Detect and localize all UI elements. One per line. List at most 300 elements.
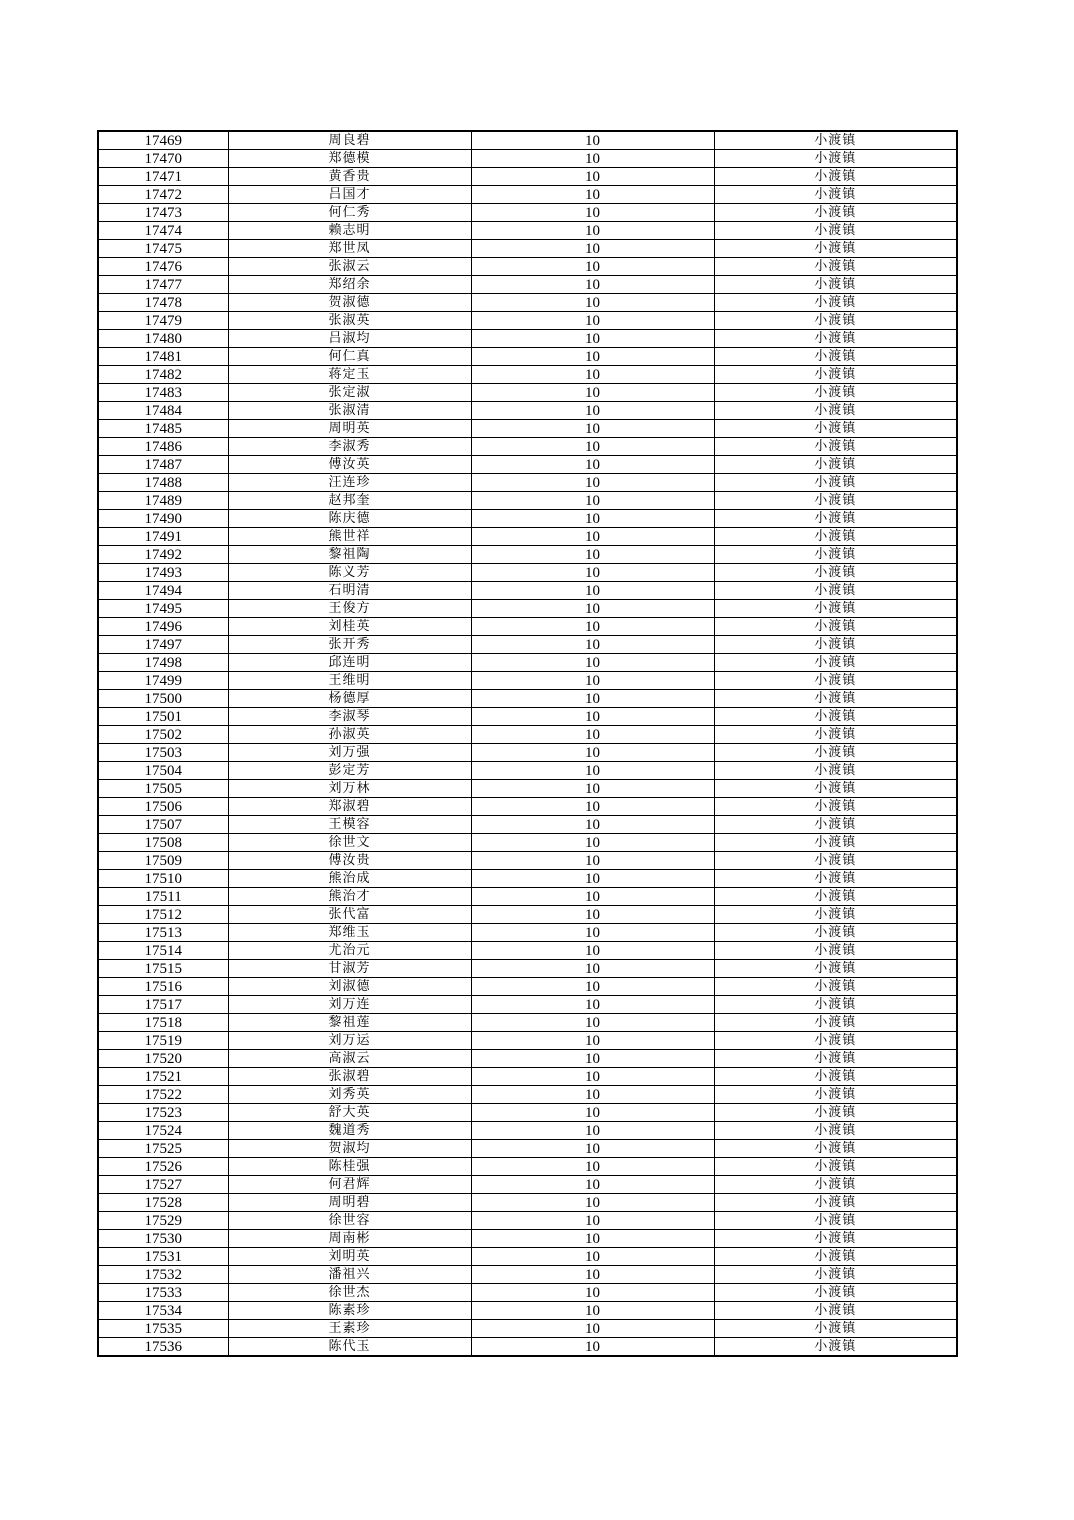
record-number-cell: 17527 — [98, 1176, 228, 1194]
table-row — [98, 618, 957, 636]
person-name-cell: 王素珍 — [228, 1320, 471, 1338]
person-name-cell: 傅汝贵 — [228, 852, 471, 870]
table-row — [98, 888, 957, 906]
table-row — [98, 744, 957, 762]
person-name-cell: 王维明 — [228, 672, 471, 690]
town-cell: 小渡镇 — [714, 888, 957, 906]
person-name-cell: 刘万运 — [228, 1032, 471, 1050]
table-row — [98, 978, 957, 996]
town-cell: 小渡镇 — [714, 258, 957, 276]
person-name-cell: 黎祖莲 — [228, 1014, 471, 1032]
amount-cell: 10 — [471, 402, 714, 420]
record-number-cell: 17471 — [98, 168, 228, 186]
town-cell: 小渡镇 — [714, 456, 957, 474]
person-name-cell: 赵邦奎 — [228, 492, 471, 510]
amount-cell: 10 — [471, 744, 714, 762]
record-number-cell: 17519 — [98, 1032, 228, 1050]
town-cell: 小渡镇 — [714, 708, 957, 726]
town-cell: 小渡镇 — [714, 1176, 957, 1194]
town-cell: 小渡镇 — [714, 1212, 957, 1230]
town-cell: 小渡镇 — [714, 1194, 957, 1212]
table-row — [98, 1284, 957, 1302]
amount-cell: 10 — [471, 510, 714, 528]
town-cell: 小渡镇 — [714, 330, 957, 348]
town-cell: 小渡镇 — [714, 762, 957, 780]
record-number-cell: 17478 — [98, 294, 228, 312]
person-name-cell: 张淑清 — [228, 402, 471, 420]
amount-cell: 10 — [471, 1104, 714, 1122]
amount-cell: 10 — [471, 888, 714, 906]
town-cell: 小渡镇 — [714, 1140, 957, 1158]
table-row — [98, 1032, 957, 1050]
town-cell: 小渡镇 — [714, 600, 957, 618]
town-cell: 小渡镇 — [714, 636, 957, 654]
person-name-cell: 何仁秀 — [228, 204, 471, 222]
table-row — [98, 564, 957, 582]
amount-cell: 10 — [471, 1230, 714, 1248]
town-cell: 小渡镇 — [714, 294, 957, 312]
record-number-cell: 17498 — [98, 654, 228, 672]
table-row — [98, 456, 957, 474]
table-row — [98, 780, 957, 798]
table-row — [98, 834, 957, 852]
table-row — [98, 582, 957, 600]
person-name-cell: 李淑琴 — [228, 708, 471, 726]
record-number-cell: 17497 — [98, 636, 228, 654]
table-row — [98, 1158, 957, 1176]
town-cell: 小渡镇 — [714, 852, 957, 870]
amount-cell: 10 — [471, 708, 714, 726]
table-row — [98, 1338, 957, 1357]
record-number-cell: 17492 — [98, 546, 228, 564]
amount-cell: 10 — [471, 1122, 714, 1140]
town-cell: 小渡镇 — [714, 168, 957, 186]
record-number-cell: 17485 — [98, 420, 228, 438]
amount-cell: 10 — [471, 996, 714, 1014]
person-name-cell: 孙淑英 — [228, 726, 471, 744]
amount-cell: 10 — [471, 906, 714, 924]
record-number-cell: 17480 — [98, 330, 228, 348]
record-number-cell: 17486 — [98, 438, 228, 456]
table-row — [98, 816, 957, 834]
person-name-cell: 张淑碧 — [228, 1068, 471, 1086]
record-number-cell: 17531 — [98, 1248, 228, 1266]
person-name-cell: 尤治元 — [228, 942, 471, 960]
table-row — [98, 546, 957, 564]
town-cell: 小渡镇 — [714, 564, 957, 582]
amount-cell: 10 — [471, 456, 714, 474]
person-name-cell: 刘淑德 — [228, 978, 471, 996]
record-number-cell: 17507 — [98, 816, 228, 834]
record-number-cell: 17512 — [98, 906, 228, 924]
person-name-cell: 熊治成 — [228, 870, 471, 888]
record-number-cell: 17479 — [98, 312, 228, 330]
amount-cell: 10 — [471, 1068, 714, 1086]
table-row — [98, 1266, 957, 1284]
table-row — [98, 1104, 957, 1122]
person-name-cell: 潘祖兴 — [228, 1266, 471, 1284]
record-number-cell: 17520 — [98, 1050, 228, 1068]
town-cell: 小渡镇 — [714, 1266, 957, 1284]
amount-cell: 10 — [471, 330, 714, 348]
town-cell: 小渡镇 — [714, 240, 957, 258]
amount-cell: 10 — [471, 1266, 714, 1284]
record-number-cell: 17535 — [98, 1320, 228, 1338]
record-number-cell: 17473 — [98, 204, 228, 222]
table-row — [98, 131, 957, 150]
person-name-cell: 郑世凤 — [228, 240, 471, 258]
record-number-cell: 17488 — [98, 474, 228, 492]
person-name-cell: 邱连明 — [228, 654, 471, 672]
town-cell: 小渡镇 — [714, 1302, 957, 1320]
table-row — [98, 924, 957, 942]
person-name-cell: 舒大英 — [228, 1104, 471, 1122]
table-row — [98, 708, 957, 726]
person-name-cell: 陈庆德 — [228, 510, 471, 528]
table-row — [98, 294, 957, 312]
table-row — [98, 672, 957, 690]
table-row — [98, 240, 957, 258]
person-name-cell: 郑德模 — [228, 150, 471, 168]
amount-cell: 10 — [471, 978, 714, 996]
person-name-cell: 刘万林 — [228, 780, 471, 798]
person-name-cell: 陈素珍 — [228, 1302, 471, 1320]
table-row — [98, 1086, 957, 1104]
person-name-cell: 吕淑均 — [228, 330, 471, 348]
amount-cell: 10 — [471, 276, 714, 294]
amount-cell: 10 — [471, 546, 714, 564]
person-name-cell: 刘桂英 — [228, 618, 471, 636]
amount-cell: 10 — [471, 1212, 714, 1230]
person-name-cell: 熊世祥 — [228, 528, 471, 546]
table-row — [98, 528, 957, 546]
table-row — [98, 654, 957, 672]
person-name-cell: 徐世杰 — [228, 1284, 471, 1302]
town-cell: 小渡镇 — [714, 906, 957, 924]
table-row — [98, 870, 957, 888]
town-cell: 小渡镇 — [714, 528, 957, 546]
amount-cell: 10 — [471, 816, 714, 834]
person-name-cell: 彭定芳 — [228, 762, 471, 780]
table-row — [98, 690, 957, 708]
person-name-cell: 何君辉 — [228, 1176, 471, 1194]
amount-cell: 10 — [471, 222, 714, 240]
town-cell: 小渡镇 — [714, 726, 957, 744]
amount-cell: 10 — [471, 834, 714, 852]
record-number-cell: 17489 — [98, 492, 228, 510]
table-row — [98, 474, 957, 492]
record-number-cell: 17482 — [98, 366, 228, 384]
amount-cell: 10 — [471, 294, 714, 312]
amount-cell: 10 — [471, 474, 714, 492]
record-number-cell: 17533 — [98, 1284, 228, 1302]
amount-cell: 10 — [471, 131, 714, 150]
town-cell: 小渡镇 — [714, 1320, 957, 1338]
person-name-cell: 刘秀英 — [228, 1086, 471, 1104]
person-name-cell: 刘明英 — [228, 1248, 471, 1266]
town-cell: 小渡镇 — [714, 1248, 957, 1266]
town-cell: 小渡镇 — [714, 204, 957, 222]
person-name-cell: 周南彬 — [228, 1230, 471, 1248]
register-table-body — [98, 131, 957, 1356]
record-number-cell: 17495 — [98, 600, 228, 618]
record-number-cell: 17502 — [98, 726, 228, 744]
person-name-cell: 周明碧 — [228, 1194, 471, 1212]
person-name-cell: 黎祖陶 — [228, 546, 471, 564]
record-number-cell: 17515 — [98, 960, 228, 978]
table-row — [98, 384, 957, 402]
amount-cell: 10 — [471, 1338, 714, 1357]
amount-cell: 10 — [471, 564, 714, 582]
record-number-cell: 17475 — [98, 240, 228, 258]
amount-cell: 10 — [471, 852, 714, 870]
town-cell: 小渡镇 — [714, 492, 957, 510]
amount-cell: 10 — [471, 150, 714, 168]
town-cell: 小渡镇 — [714, 978, 957, 996]
amount-cell: 10 — [471, 924, 714, 942]
record-number-cell: 17493 — [98, 564, 228, 582]
town-cell: 小渡镇 — [714, 582, 957, 600]
record-number-cell: 17529 — [98, 1212, 228, 1230]
record-number-cell: 17496 — [98, 618, 228, 636]
town-cell: 小渡镇 — [714, 546, 957, 564]
amount-cell: 10 — [471, 1158, 714, 1176]
table-row — [98, 1176, 957, 1194]
amount-cell: 10 — [471, 1284, 714, 1302]
person-name-cell: 郑淑碧 — [228, 798, 471, 816]
town-cell: 小渡镇 — [714, 996, 957, 1014]
town-cell: 小渡镇 — [714, 384, 957, 402]
record-number-cell: 17483 — [98, 384, 228, 402]
person-name-cell: 郑维玉 — [228, 924, 471, 942]
record-number-cell: 17516 — [98, 978, 228, 996]
record-number-cell: 17508 — [98, 834, 228, 852]
town-cell: 小渡镇 — [714, 798, 957, 816]
person-name-cell: 刘万连 — [228, 996, 471, 1014]
amount-cell: 10 — [471, 942, 714, 960]
table-row — [98, 258, 957, 276]
person-name-cell: 李淑秀 — [228, 438, 471, 456]
table-row — [98, 852, 957, 870]
amount-cell: 10 — [471, 780, 714, 798]
amount-cell: 10 — [471, 618, 714, 636]
record-number-cell: 17530 — [98, 1230, 228, 1248]
town-cell: 小渡镇 — [714, 1122, 957, 1140]
record-number-cell: 17472 — [98, 186, 228, 204]
person-name-cell: 黄香贵 — [228, 168, 471, 186]
person-name-cell: 徐世容 — [228, 1212, 471, 1230]
town-cell: 小渡镇 — [714, 1338, 957, 1357]
amount-cell: 10 — [471, 420, 714, 438]
record-number-cell: 17490 — [98, 510, 228, 528]
table-row — [98, 330, 957, 348]
record-number-cell: 17476 — [98, 258, 228, 276]
record-number-cell: 17524 — [98, 1122, 228, 1140]
town-cell: 小渡镇 — [714, 1032, 957, 1050]
table-row — [98, 438, 957, 456]
person-name-cell: 傅汝英 — [228, 456, 471, 474]
town-cell: 小渡镇 — [714, 131, 957, 150]
amount-cell: 10 — [471, 870, 714, 888]
record-number-cell: 17501 — [98, 708, 228, 726]
person-name-cell: 熊治才 — [228, 888, 471, 906]
record-number-cell: 17477 — [98, 276, 228, 294]
amount-cell: 10 — [471, 582, 714, 600]
table-row — [98, 150, 957, 168]
town-cell: 小渡镇 — [714, 654, 957, 672]
town-cell: 小渡镇 — [714, 312, 957, 330]
record-number-cell: 17511 — [98, 888, 228, 906]
table-row — [98, 1122, 957, 1140]
table-row — [98, 312, 957, 330]
person-name-cell: 周明英 — [228, 420, 471, 438]
table-row — [98, 726, 957, 744]
person-name-cell: 张淑云 — [228, 258, 471, 276]
record-number-cell: 17534 — [98, 1302, 228, 1320]
amount-cell: 10 — [471, 654, 714, 672]
person-name-cell: 张代富 — [228, 906, 471, 924]
table-row — [98, 276, 957, 294]
record-number-cell: 17514 — [98, 942, 228, 960]
table-row — [98, 222, 957, 240]
table-row — [98, 960, 957, 978]
amount-cell: 10 — [471, 312, 714, 330]
amount-cell: 10 — [471, 186, 714, 204]
table-row — [98, 420, 957, 438]
table-row — [98, 1194, 957, 1212]
person-name-cell: 贺淑均 — [228, 1140, 471, 1158]
amount-cell: 10 — [471, 366, 714, 384]
amount-cell: 10 — [471, 672, 714, 690]
record-number-cell: 17499 — [98, 672, 228, 690]
amount-cell: 10 — [471, 1194, 714, 1212]
town-cell: 小渡镇 — [714, 1068, 957, 1086]
person-name-cell: 张定淑 — [228, 384, 471, 402]
table-row — [98, 1140, 957, 1158]
table-row — [98, 402, 957, 420]
town-cell: 小渡镇 — [714, 1158, 957, 1176]
record-number-cell: 17528 — [98, 1194, 228, 1212]
amount-cell: 10 — [471, 600, 714, 618]
person-name-cell: 周良碧 — [228, 131, 471, 150]
amount-cell: 10 — [471, 1176, 714, 1194]
town-cell: 小渡镇 — [714, 744, 957, 762]
amount-cell: 10 — [471, 492, 714, 510]
person-name-cell: 高淑云 — [228, 1050, 471, 1068]
record-number-cell: 17525 — [98, 1140, 228, 1158]
record-number-cell: 17491 — [98, 528, 228, 546]
record-number-cell: 17521 — [98, 1068, 228, 1086]
town-cell: 小渡镇 — [714, 816, 957, 834]
record-number-cell: 17469 — [98, 131, 228, 150]
town-cell: 小渡镇 — [714, 1284, 957, 1302]
town-cell: 小渡镇 — [714, 222, 957, 240]
table-row — [98, 186, 957, 204]
amount-cell: 10 — [471, 1050, 714, 1068]
record-number-cell: 17494 — [98, 582, 228, 600]
amount-cell: 10 — [471, 204, 714, 222]
town-cell: 小渡镇 — [714, 510, 957, 528]
town-cell: 小渡镇 — [714, 276, 957, 294]
town-cell: 小渡镇 — [714, 438, 957, 456]
table-row — [98, 906, 957, 924]
record-number-cell: 17470 — [98, 150, 228, 168]
record-number-cell: 17504 — [98, 762, 228, 780]
amount-cell: 10 — [471, 528, 714, 546]
person-name-cell: 张开秀 — [228, 636, 471, 654]
amount-cell: 10 — [471, 690, 714, 708]
table-row — [98, 600, 957, 618]
town-cell: 小渡镇 — [714, 1104, 957, 1122]
person-name-cell: 杨德厚 — [228, 690, 471, 708]
town-cell: 小渡镇 — [714, 186, 957, 204]
town-cell: 小渡镇 — [714, 1086, 957, 1104]
town-cell: 小渡镇 — [714, 402, 957, 420]
record-number-cell: 17523 — [98, 1104, 228, 1122]
town-cell: 小渡镇 — [714, 618, 957, 636]
person-name-cell: 甘淑芳 — [228, 960, 471, 978]
person-name-cell: 何仁真 — [228, 348, 471, 366]
table-row — [98, 1320, 957, 1338]
table-row — [98, 1212, 957, 1230]
table-row — [98, 492, 957, 510]
table-row — [98, 1248, 957, 1266]
record-number-cell: 17526 — [98, 1158, 228, 1176]
amount-cell: 10 — [471, 438, 714, 456]
table-row — [98, 366, 957, 384]
table-row — [98, 762, 957, 780]
town-cell: 小渡镇 — [714, 1050, 957, 1068]
person-name-cell: 徐世文 — [228, 834, 471, 852]
person-name-cell: 贺淑德 — [228, 294, 471, 312]
town-cell: 小渡镇 — [714, 924, 957, 942]
table-row — [98, 1068, 957, 1086]
person-name-cell: 陈代玉 — [228, 1338, 471, 1357]
town-cell: 小渡镇 — [714, 1014, 957, 1032]
amount-cell: 10 — [471, 1248, 714, 1266]
person-name-cell: 魏道秀 — [228, 1122, 471, 1140]
record-number-cell: 17500 — [98, 690, 228, 708]
town-cell: 小渡镇 — [714, 870, 957, 888]
person-name-cell: 陈义芳 — [228, 564, 471, 582]
amount-cell: 10 — [471, 726, 714, 744]
table-row — [98, 204, 957, 222]
table-row — [98, 1302, 957, 1320]
amount-cell: 10 — [471, 1320, 714, 1338]
table-row — [98, 996, 957, 1014]
table-row — [98, 1230, 957, 1248]
person-name-cell: 陈桂强 — [228, 1158, 471, 1176]
record-number-cell: 17505 — [98, 780, 228, 798]
record-number-cell: 17503 — [98, 744, 228, 762]
table-row — [98, 798, 957, 816]
town-cell: 小渡镇 — [714, 834, 957, 852]
table-row — [98, 1014, 957, 1032]
table-row — [98, 942, 957, 960]
person-name-cell: 刘万强 — [228, 744, 471, 762]
record-number-cell: 17536 — [98, 1338, 228, 1357]
amount-cell: 10 — [471, 1302, 714, 1320]
amount-cell: 10 — [471, 240, 714, 258]
amount-cell: 10 — [471, 798, 714, 816]
record-number-cell: 17484 — [98, 402, 228, 420]
town-cell: 小渡镇 — [714, 420, 957, 438]
person-name-cell: 赖志明 — [228, 222, 471, 240]
amount-cell: 10 — [471, 1086, 714, 1104]
table-row — [98, 636, 957, 654]
table-row — [98, 1050, 957, 1068]
person-name-cell: 汪连珍 — [228, 474, 471, 492]
